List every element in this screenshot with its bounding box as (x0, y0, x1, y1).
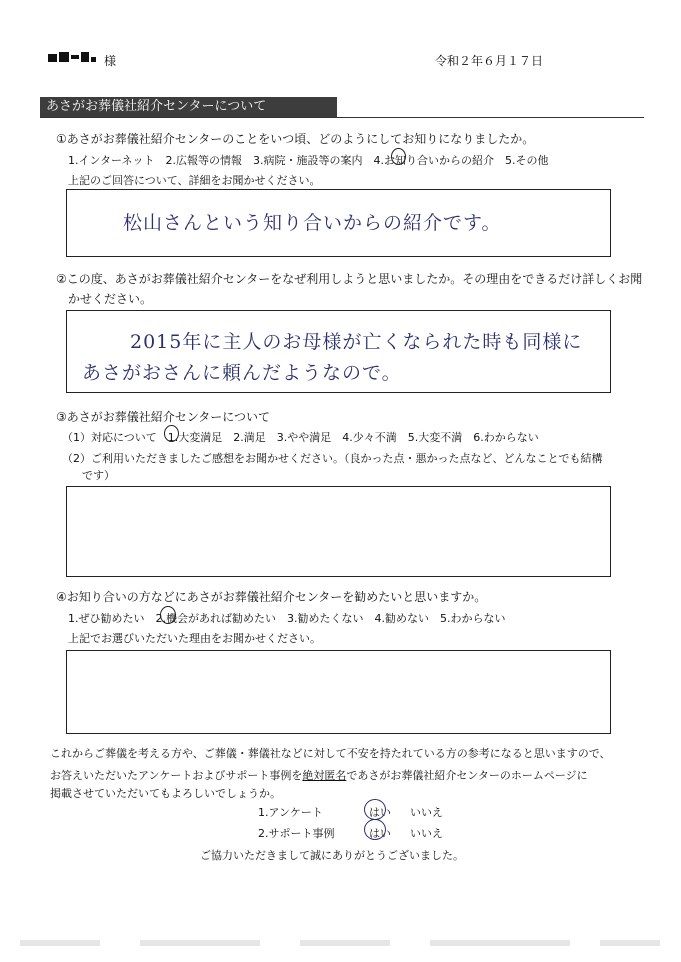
q2-question-line1: ②この度、あさがお葬儀社紹介センターをなぜ利用しようと思いましたか。その理由をできるだけ詳しくお聞 (56, 272, 643, 286)
q3-question: ③あさがお葬儀社紹介センターについて (56, 410, 271, 424)
q4-selected-circle (160, 606, 176, 624)
consent-line3: 掲載させていただいてもよろしいでしょうか。 (50, 787, 281, 800)
q1-options: 1.インターネット 2.広報等の情報 3.病院・施設等の案内 4.お知り合いからの紹介 5.その他 (68, 154, 549, 167)
q4-answer-box[interactable] (66, 650, 611, 734)
support-case-yes-circle (364, 819, 386, 840)
q3-sub1-options: （1）対応について 1.大変満足 2.満足 3.やや満足 4.少々不満 5.大変不満 6.わからない (62, 431, 539, 444)
honorific-sama: 様 (104, 54, 117, 68)
support-case-no[interactable]: いいえ (410, 827, 443, 840)
thanks-message: ご協力いただきまして誠にありがとうございました。 (200, 849, 464, 862)
q3-sub2-line2: です） (82, 469, 115, 482)
date: 令和２年６月１７日 (435, 54, 544, 68)
survey-yes-circle (364, 799, 386, 820)
consent-line2-after: であさがお葬儀社紹介センターのホームページに (346, 769, 588, 782)
survey-no[interactable]: いいえ (410, 806, 443, 819)
q3-selected-circle (164, 425, 179, 442)
q1-selected-circle (391, 148, 406, 165)
consent-anonymous-emphasis: 絶対匿名 (302, 769, 347, 782)
survey-yes[interactable]: はい (369, 806, 391, 819)
consent-line2 (50, 767, 588, 783)
q1-question: ①あさがお葬儀社紹介センターのことをいつ頃、どのようにしてお知りになりましたか。 (56, 132, 535, 146)
q3-answer-box[interactable] (66, 486, 611, 577)
q2-handwritten-line2: あさがおさんに頼んだようなので。 (82, 362, 402, 384)
q4-options: 1.ぜひ勧めたい 2.機会があれば勧めたい 3.勧めたくない 4.勧めない 5.わからない (68, 612, 506, 625)
scan-edge (0, 940, 681, 946)
q4-reason-prompt: 上記でお選びいただいた理由をお聞かせください。 (68, 632, 321, 645)
q1-handwritten-answer: 松山さんという知り合いからの紹介です。 (123, 212, 502, 234)
consent-line1: これからご葬儀を考える方や、ご葬儀・葬儀社などに対して不安を持たれている方の参考になると思いますので、 (50, 747, 611, 760)
section-title: あさがお葬儀社紹介センターについて (40, 97, 337, 117)
q4-question: ④お知り合いの方などにあさがお葬儀社紹介センターを勧めたいと思いますか。 (56, 590, 487, 604)
consent-item-survey: 1.アンケート (258, 806, 323, 819)
consent-item-support-case: 2.サポート事例 (258, 827, 335, 840)
q3-sub2-line1: （2）ご利用いただきましたご感想をお聞かせください。（良かった点・悪かった点など、どんなことでも結構 (62, 452, 603, 465)
section-divider (40, 117, 644, 118)
redacted-name (48, 52, 98, 62)
support-case-yes[interactable]: はい (369, 827, 391, 840)
consent-line2-before: お答えいただいたアンケートおよびサポート事例を (50, 769, 303, 782)
q1-detail-prompt: 上記のご回答について、詳細をお聞かせください。 (68, 174, 321, 187)
q2-handwritten-line1: 2015年に主人のお母様が亡くなられた時も同様に (130, 331, 583, 353)
q2-question-line2: かせください。 (68, 292, 153, 306)
